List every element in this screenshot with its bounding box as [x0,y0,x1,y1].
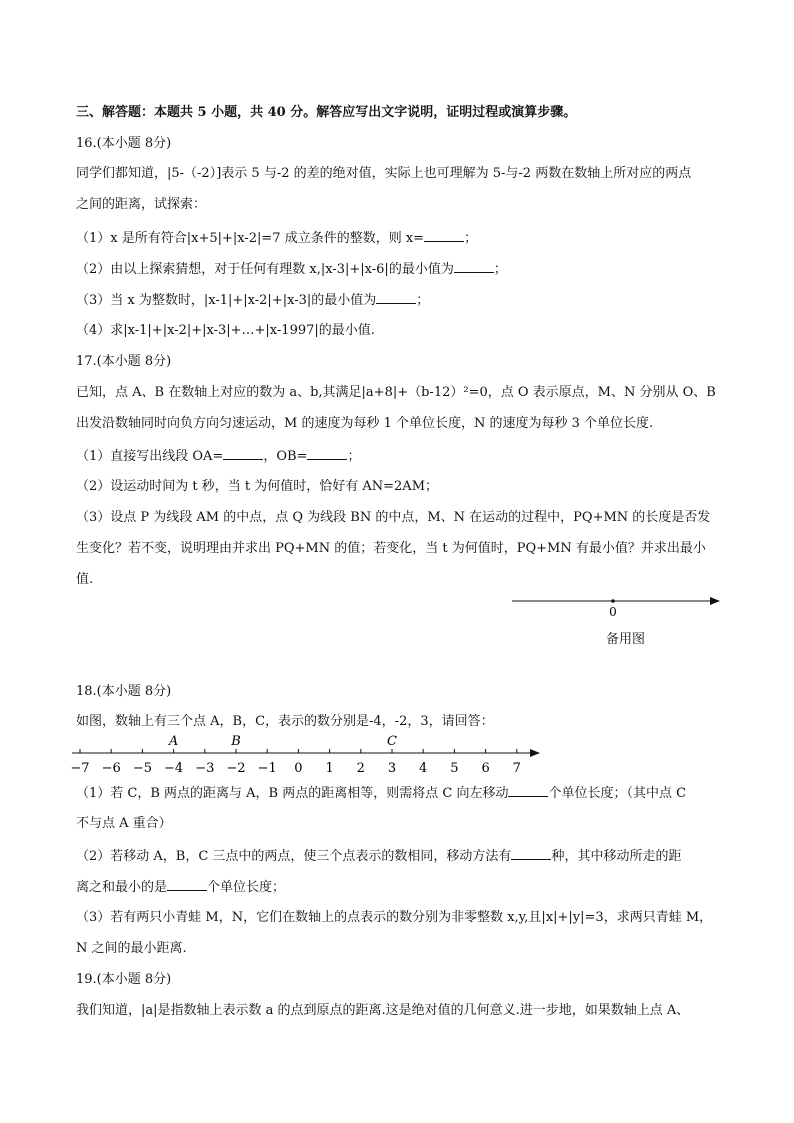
q19-title: 19.(本小题 8分) [76,972,172,987]
tick-label: −1 [257,761,277,776]
tick-label: 1 [325,761,334,776]
answer-blank[interactable] [454,260,494,273]
answer-blank[interactable] [376,291,416,304]
spare-figure-caption: 备用图 [606,632,646,647]
answer-blank[interactable] [167,878,207,891]
origin-dot [611,599,615,603]
tick-label: 6 [481,761,490,776]
q18-part2-line1 [76,847,726,866]
tick-label: −4 [164,761,184,776]
q17-intro-line2: 出发沿数轴同时向负方向匀速运动，M 的速度为每秒 1 个单位长度，N 的速度为每秒 3 个单位长度. [76,416,654,431]
tick-label: −5 [132,761,152,776]
point-label-a: A [168,734,179,749]
q18-part1-line1 [76,784,726,803]
q18-part3-line1: （3）若有两只小青蛙 M，N，它们在数轴上的点表示的数分别为非零整数 x,y,且|x|+|y|=3，求两只青蛙 M， [76,910,713,925]
origin-label: 0 [609,605,617,619]
q18-part1-line2: 不与点 A 重合） [76,816,172,831]
answer-blank[interactable] [511,847,551,860]
tick-label: −2 [226,761,246,776]
q18-part1-end: 个单位长度；（其中点 C [548,786,687,801]
q16-intro-line2: 之间的距离，试探索： [76,197,207,212]
answer-blank[interactable] [424,229,464,242]
q16-title: 16.(本小题 8分) [76,136,172,151]
q18-part2-line2-end: 个单位长度； [207,880,286,895]
axis-arrow [710,597,720,605]
q18-part2-text: （2）若移动 A，B，C 三点中的两点，使三个点表示的数相同，移动方法有 [76,849,512,864]
q16-part3 [76,291,726,310]
q18-part1-text: （1）若 C，B 两点的距离与 A，B 两点的距离相等，则需将点 C 向左移动 [76,786,509,801]
tick-label: −6 [101,761,121,776]
q17-part3-line3: 值. [76,572,94,587]
answer-blank[interactable] [223,447,263,460]
q18-title: 18.(本小题 8分) [76,684,172,699]
q19-intro: 我们知道，|a|是指数轴上表示数 a 的点到原点的距离.这是绝对值的几何意义.进一步地，如果数轴上点 A、 [76,1003,690,1018]
tick-label: 2 [356,761,365,776]
point-label-c: C [387,734,397,749]
q16-intro-line1: 同学们都知道，|5-（-2）]表示 5 与-2 的差的绝对值，实际上也可理解为 5-与-2 两数在数轴上所对应的两点 [76,166,692,181]
q18-number-line [66,730,546,780]
tick-label: −7 [70,761,90,776]
point-label-b: B [231,734,241,749]
tick-label: 0 [294,761,303,776]
tick-label: 3 [387,761,397,776]
tick-label: 7 [512,761,521,776]
q18-part3-line2: N 之间的最小距离. [76,941,187,956]
q17-part3-line1: （3）设点 P 为线段 AM 的中点，点 Q 为线段 BN 的中点，M、N 在运动的过程中，PQ+MN 的长度是否发 [76,510,711,525]
q17-part1-end: ； [347,449,361,464]
q16-part4: （4）求|x-1|+|x-2|+|x-3|+…+|x-1997|的最小值. [76,323,375,338]
q16-part2 [76,260,726,279]
q16-part1-end: ； [464,231,478,246]
q16-part1-text: （1）x 是所有符合|x+5|+|x-2|=7 成立条件的整数，则 x= [76,231,425,246]
tick-label: 4 [419,761,428,776]
q17-part1 [76,447,726,466]
tick-label: 5 [450,761,459,776]
tick-label: −3 [195,761,215,776]
q16-part3-end: ； [416,293,430,308]
q17-intro-line1: 已知，点 A、B 在数轴上对应的数为 a、b,其满足|a+8|+（b-12）²=0，点 O 表示原点，M、N 分别从 O、B [76,385,716,400]
q18-part2-line2 [76,878,726,897]
point-label-group [168,734,397,749]
q17-part1-mid: ，OB= [263,449,308,464]
section-header: 三、解答题：本题共 5 小题，共 40 分。解答应写出文字说明，证明过程或演算步骤。 [76,105,577,120]
answer-blank[interactable] [307,447,347,460]
q18-part2-line2-text: 离之和最小的是 [76,880,168,895]
q16-part2-end: ； [493,262,507,277]
spare-number-line [508,592,728,622]
q16-part2-text: （2）由以上探索猜想，对于任何有理数 x,|x-3|+|x-6|的最小值为 [76,262,454,277]
q18-intro: 如图，数轴上有三个点 A，B，C，表示的数分别是-4，-2，3，请回答： [76,714,494,729]
q17-part3-line2: 生变化？若不变，说明理由并求出 PQ+MN 的值；若变化，当 t 为何值时，PQ+MN 有最小值？并求出最小 [76,541,706,556]
q18-part2-end: 种，其中移动所走的距 [551,849,682,864]
q17-title: 17.(本小题 8分) [76,354,172,369]
axis-arrow [530,749,540,757]
q17-part2: （2）设运动时间为 t 秒，当 t 为何值时，恰好有 AN=2AM； [76,479,439,494]
answer-blank[interactable] [508,784,548,797]
q16-part3-text: （3）当 x 为整数时，|x-1|+|x-2|+|x-3|的最小值为 [76,293,377,308]
q17-part1-text: （1）直接写出线段 OA= [76,449,224,464]
q16-part1 [76,229,726,248]
